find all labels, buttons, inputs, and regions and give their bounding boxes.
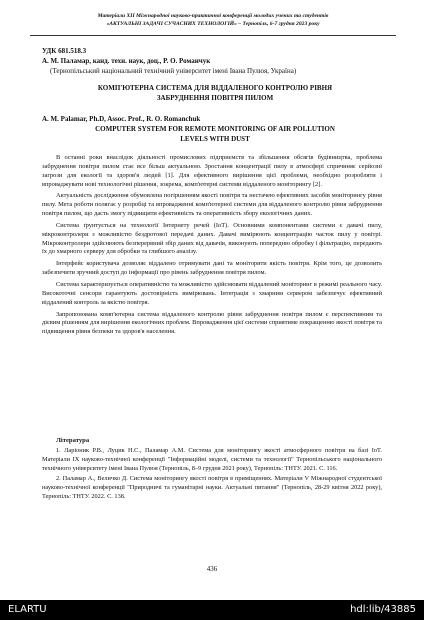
title-en-line-1: COMPUTER SYSTEM FOR REMOTE MONITORING OF AIR POLLUTION: [95, 125, 335, 133]
reference-item: 2. Паламар А., Величко Д. Система моніторингу якості повітря в приміщеннях. Матеріали V Міжнародної студентської науково-технічної конференції "Природничі та гуманітарні науки. Актуальні питання" (Тернопіль, 28-29 квітня 2022 року), Тернопіль: ТНТУ. 2022. С. 138.: [42, 475, 382, 500]
paragraph: Система ґрунтується на технології Інтернету речей (IoT). Основними компонентами системи є давачі пилу, мікроконтролери з можливістю бездротової передачі даних. Давачі вимірюють концентрацію часток пилу у повітрі. Мікроконтролери здійснюють безперервний збір даних від давачів, виконують попередню обробку і фільтрацію, передають їх до хмарного серверу для обробки та глибшого аналізу.: [42, 221, 382, 256]
body-text: [42, 154, 382, 340]
title-ua-line-1: КОМП'ЮТЕРНА СИСТЕМА ДЛЯ ВІДДАЛЕНОГО КОНТРОЛЮ РІВНЯ: [97, 84, 333, 92]
title-en: [40, 124, 390, 144]
conference-header: [30, 12, 396, 28]
paragraph: Запропонована комп'ютерна система віддаленого контролю рівня забруднення повітря пилом є перспективним та дієвим рішенням для вирішення екологічних проблем. Впровадження цієї системи сприятиме покращенню якості повітря та підвищення рівня безпеки та здоров'я населення.: [42, 310, 382, 336]
paragraph: В останні роки внаслідок діяльності промислових підприємств та збільшення обсягів будівництва, проблема забруднення повітря пилом стає все більш актуальною. Зростання концентрації пилу в атмосфері спричиняє серйозні загрози для екології та здоров'я людей [1]. Для ефективного вирішення цієї проблеми, необхідно розробляти і впроваджувати нові технологічні рішення, зокрема, комп'ютерні системи віддаленого моніторингу [2].: [42, 154, 382, 188]
title-en-line-2: LEVELS WITH DUST: [180, 135, 250, 143]
repository-name: ELARTU: [8, 604, 47, 615]
page-number: 436: [206, 565, 218, 573]
authors-en: A. M. Palamar, Ph.D, Assoc. Prof., R. O. Romanchuk: [42, 115, 201, 123]
authors-ua: А. М. Паламар, канд. техн. наук, доц., Р. О. Романчук: [42, 57, 211, 65]
paragraph: Актуальність дослідження обумовлена погіршенням якості повітря та нестачею ефективних засобів моніторингу рівня пилу. Мета роботи полягає у розробці та впровадженні комп'ютерної системи для віддаленого контролю рівня забруднення повітря пилом, що дасть змогу підвищити ефективність та оперативність збору екологічних даних.: [42, 192, 382, 218]
repository-footer: [0, 600, 424, 620]
conference-header-line-2: «АКТУАЛЬНІ ЗАДАЧІ СУЧАСНИХ ТЕХНОЛОГІЙ» – Тернопіль, 6-7 грудня 2023 року: [106, 21, 320, 27]
conference-header-line-1: Матеріали XII Міжнародної науково-практичної конференції молодих учених та студентів: [97, 13, 329, 19]
reference-item: 1. Ларіоник Р.В., Луцик Н.С., Паламар А.М. Система для моніторингу якості атмосферного повітря на базі IoT. Матеріали IX науково-технічної конференції "Інформаційні моделі, системи та технології" Тернопільського національного технічного університету імені Івана Пулюя (Тернопіль, 8–9 грудня 2021 року), Тернопіль: ТНТУ. 2021. С. 116.: [42, 447, 382, 472]
paragraph: Система характеризується оперативністю та можливістю здійснювати віддалений моніторинг в режимі реального часу. Високоточні сенсори гарантують достовірність вимірювань. Інтеграція з хмарним сервером забезпечує ефективний віддалений контроль за якістю повітря.: [42, 280, 382, 306]
paragraph: Інтерфейс користувача дозволяє віддалено отримувати дані та моніторити якість повітря. Крім того, це дозволить забезпечити зручний доступ до інформації про рівень забруднення повітря пилом.: [42, 260, 382, 277]
affiliation: (Тернопільський національний технічний університет імені Івана Пулюя, Україна): [50, 67, 297, 75]
title-ua-line-2: ЗАБРУДНЕННЯ ПОВІТРЯ ПИЛОМ: [156, 94, 274, 102]
header-divider: [30, 35, 396, 36]
literature-heading: Література: [56, 437, 90, 444]
udc-code: УДК 681.518.3: [42, 47, 87, 55]
literature-list: [42, 447, 382, 504]
handle-identifier: hdl:lib/43885: [350, 604, 416, 615]
title-ua: [40, 83, 390, 103]
